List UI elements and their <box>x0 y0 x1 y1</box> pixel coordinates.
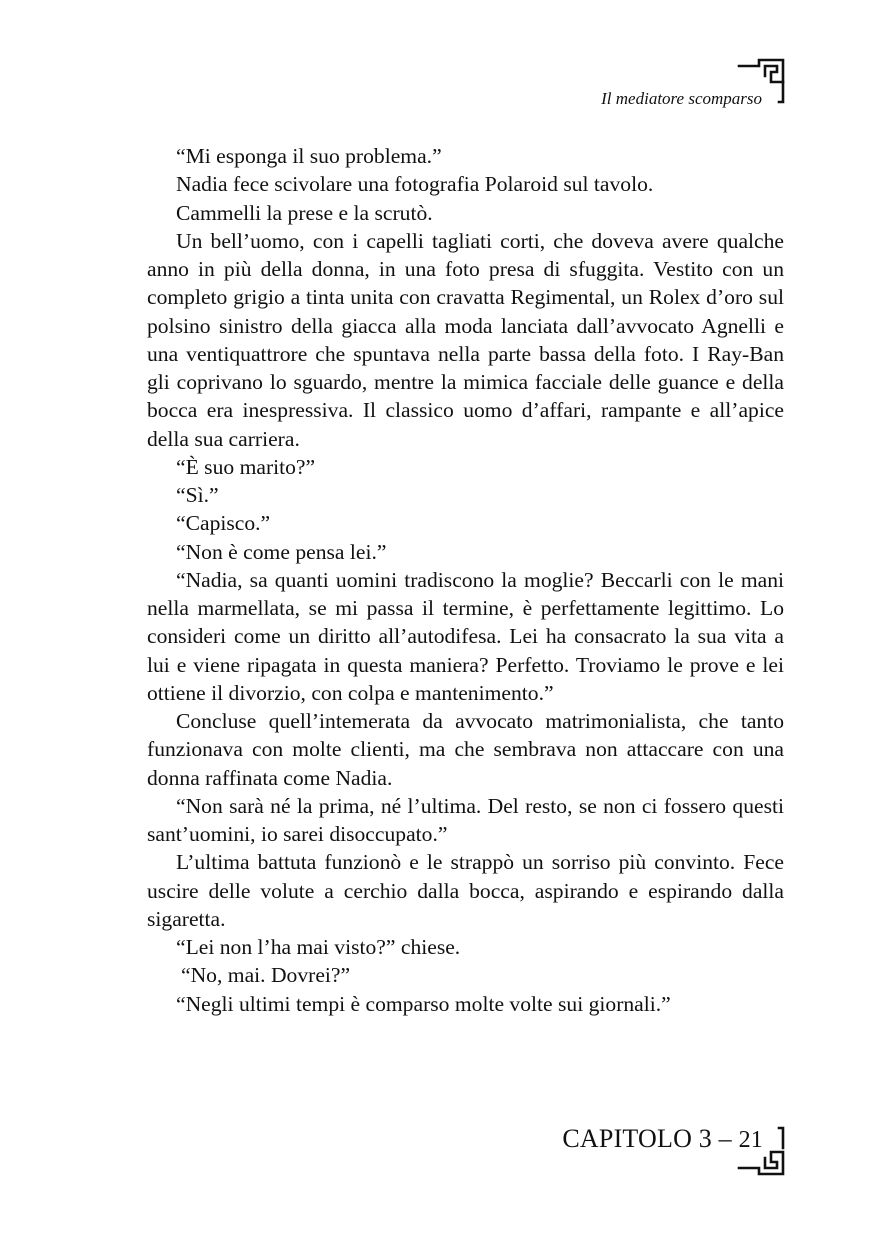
paragraph: “Non è come pensa lei.” <box>176 539 387 564</box>
paragraph: “No, mai. Dovrei?” <box>181 963 351 988</box>
paragraph: “Sì.” <box>176 483 219 507</box>
paragraph: “Capisco.” <box>176 511 271 536</box>
body-text <box>147 142 784 1018</box>
greek-key-ornament-bottom-icon <box>737 1124 785 1176</box>
paragraph: Cammelli la prese e la scrutò. <box>176 200 433 225</box>
folio <box>562 1124 763 1155</box>
running-head-title: Il mediatore scomparso <box>601 89 762 108</box>
paragraph: L’ultima battuta funzionò e le strappò un sorriso più convinto. Fece uscire delle volute a cerchio dalla bocca, aspirando e espirando dalla sigaretta. <box>147 850 784 931</box>
paragraph: “È suo marito?” <box>176 454 316 479</box>
chapter-label: CAPITOLO 3 <box>562 1124 712 1153</box>
paragraph: “Lei non l’ha mai visto?” chiese. <box>176 935 461 959</box>
paragraph: “Negli ultimi tempi è comparso molte volte sui giornali.” <box>176 991 671 1016</box>
paragraph: Concluse quell’intemerata da avvocato matrimonialista, che tanto funzionava con molte clienti, ma che sembrava non attaccare con una donna raffinata come Nadia. <box>147 709 784 790</box>
paragraph: “Mi esponga il suo problema.” <box>176 144 442 168</box>
folio-separator: – <box>711 1124 739 1153</box>
paragraph: “Nadia, sa quanti uomini tradiscono la moglie? Beccarli con le mani nella marmellata, se mi passa il termine, è perfettamente legittimo. Lo consideri come un diritto all’autodifesa. Lei ha consacrato la sua vita a lui e viene ripagata in questa maniera? Perfetto. Troviamo le prove e lei ottiene il divorzio, con colpa e mantenimento.” <box>147 567 784 705</box>
paragraph: Nadia fece scivolare una fotografia Polaroid sul tavolo. <box>176 172 654 197</box>
paragraph: “Non sarà né la prima, né l’ultima. Del resto, se non ci fossero questi sant’uomini, io sarei disoccupato.” <box>147 793 784 846</box>
page-number: 21 <box>738 1127 763 1153</box>
paragraph: Un bell’uomo, con i capelli tagliati corti, che doveva avere qualche anno in più della donna, in una foto presa di sfuggita. Vestito con un completo grigio a tinta unita con cravatta Regimental, un Rolex d’oro sul polsino sinistro della giacca alla moda lanciata dall’avvocato Agnelli e una ventiquattrore che spuntava nella parte bassa della foto. I Ray-Ban gli coprivano lo sguardo, mentre la mimica facciale delle guance e della bocca era inespressiva. Il classico uomo d’affari, rampante e all’apice della sua carriera. <box>147 228 784 451</box>
